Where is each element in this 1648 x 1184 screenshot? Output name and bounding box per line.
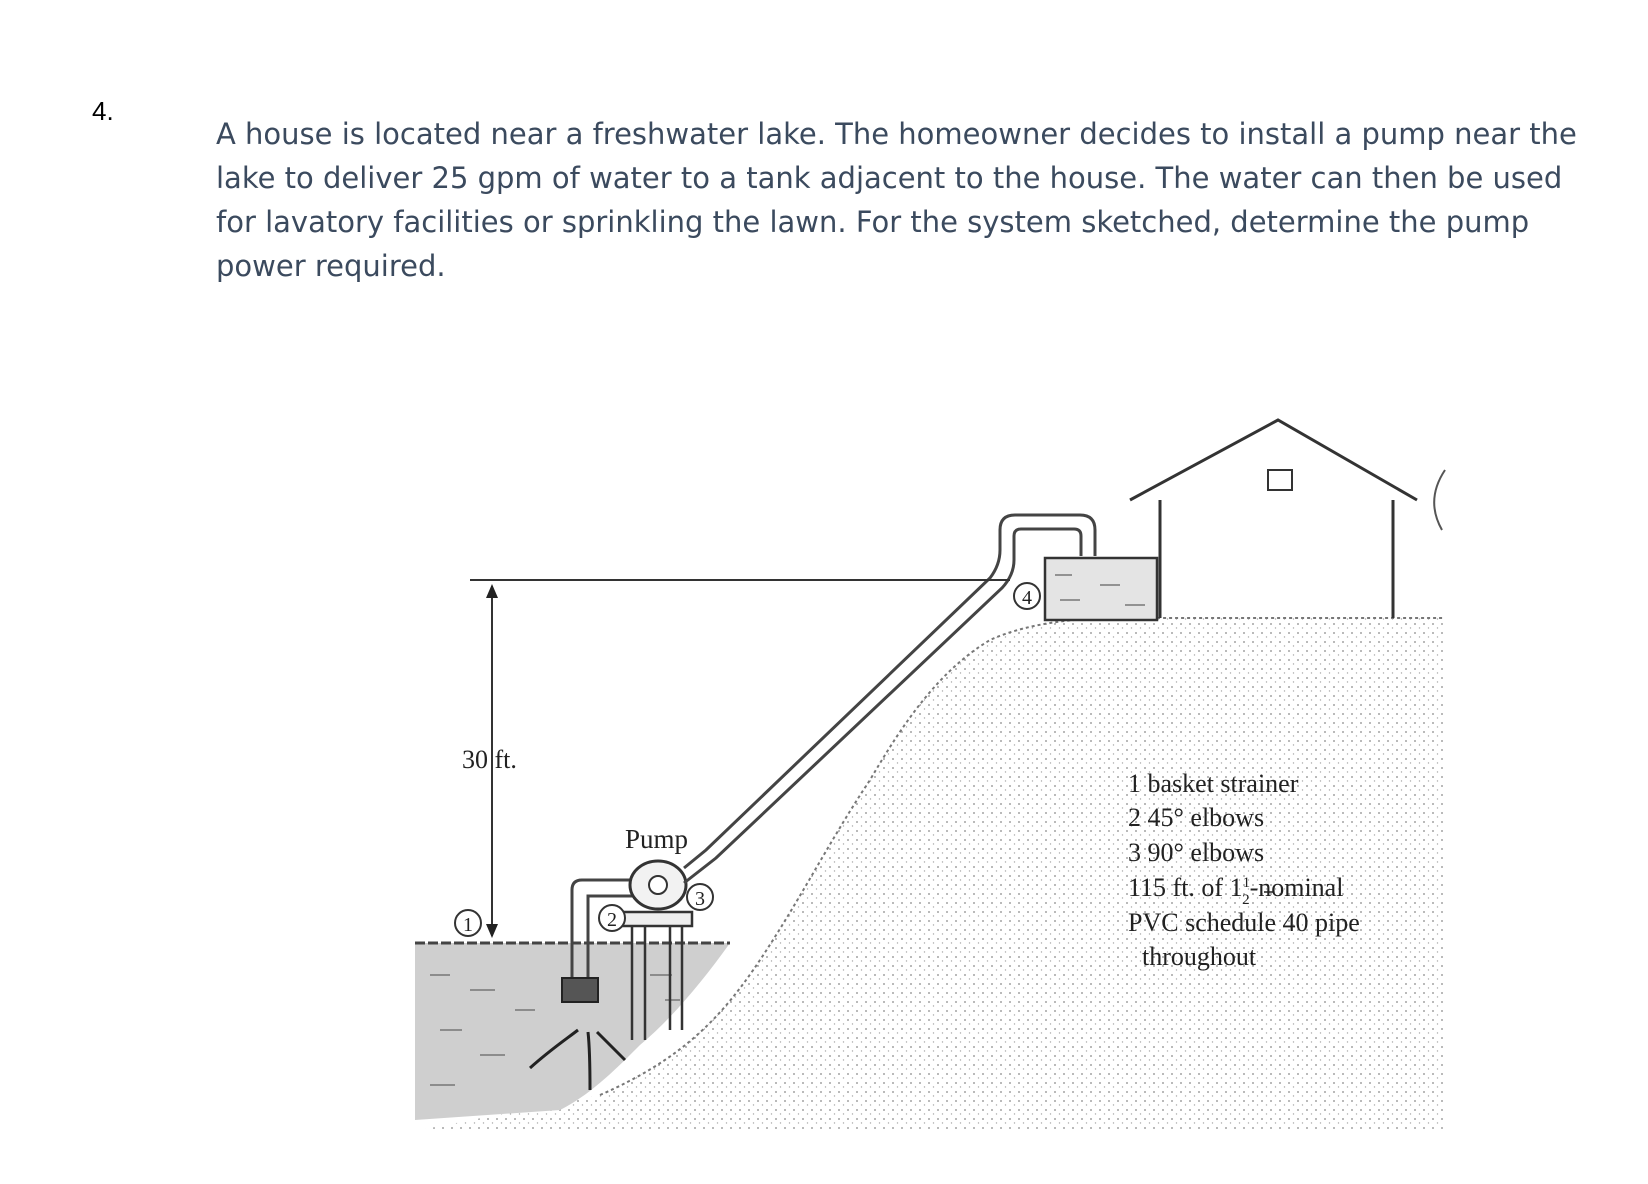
svg-text:2: 2 xyxy=(607,909,617,931)
pump-hub xyxy=(649,876,667,894)
pipe-throughout-line: throughout xyxy=(1142,942,1257,971)
pipe-material-line: PVC schedule 40 pipe xyxy=(1128,908,1360,937)
pump-label: Pump xyxy=(625,824,689,854)
tree-outline xyxy=(1434,470,1445,530)
question-line-4: power required. xyxy=(216,249,446,283)
svg-text:3: 3 xyxy=(695,888,705,910)
question-line-3: for lavatory facilities or sprinkling the lawn. For the system sketched, determine the pump xyxy=(216,205,1530,239)
storage-tank xyxy=(1045,558,1157,620)
fitting-basket-strainer: 1 basket strainer xyxy=(1128,769,1299,798)
point-marker-4 xyxy=(1014,583,1040,609)
question-line-2: lake to deliver 25 gpm of water to a tank adjacent to the house. The water can then be used xyxy=(216,161,1563,195)
point-marker-2 xyxy=(599,905,625,931)
basket-strainer xyxy=(562,978,598,1002)
pipe-frac-num: 1 xyxy=(1242,875,1251,891)
fitting-90-elbows: 3 90° elbows xyxy=(1128,838,1265,867)
question-line-1: A house is located near a freshwater lake. The homeowner decides to install a pump near the xyxy=(216,117,1577,151)
height-arrow-bottom xyxy=(486,924,498,938)
pipe-frac-den: 2 xyxy=(1242,892,1250,908)
svg-text:4: 4 xyxy=(1022,587,1032,609)
point-marker-3 xyxy=(687,884,713,910)
point-marker-1 xyxy=(455,910,481,936)
question-number: 4. xyxy=(92,96,114,126)
fitting-45-elbows: 2 45° elbows xyxy=(1128,803,1265,832)
pipe-length-line: 115 ft. of $1^1$ 2-nominal xyxy=(1128,873,1344,908)
svg-text:1: 1 xyxy=(463,914,473,936)
height-label: 30 ft. xyxy=(462,745,517,774)
height-arrow-top xyxy=(486,584,498,598)
house xyxy=(1130,420,1417,618)
